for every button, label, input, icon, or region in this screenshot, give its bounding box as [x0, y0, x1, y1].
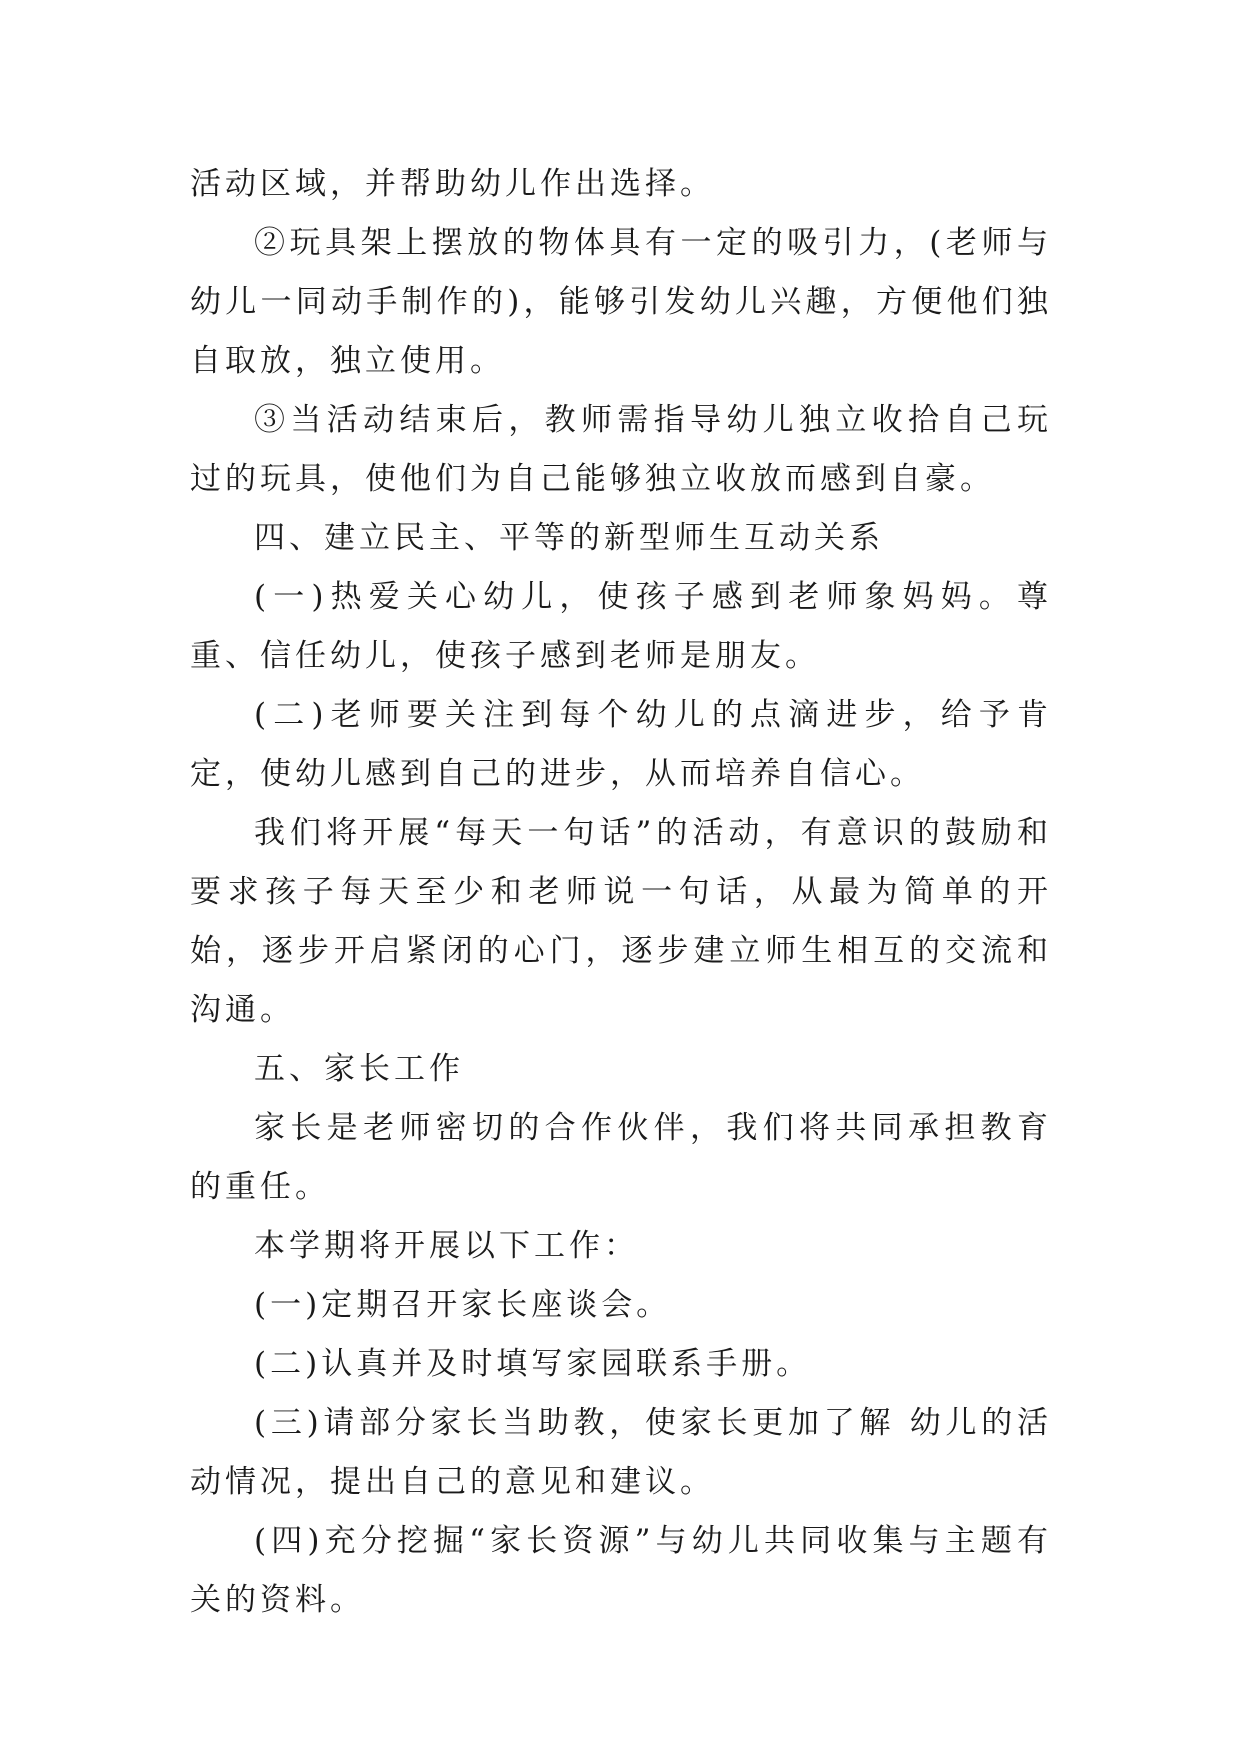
paragraph-semester-work: 本学期将开展以下工作： [254, 1228, 639, 1264]
paragraph-parents-partner: 家长是老师密切的合作伙伴，我们将共同承担教育的重任。 [190, 1110, 1052, 1205]
paragraph-work-4: (四)充分挖掘“家长资源”与幼儿共同收集与主题有关的资料。 [190, 1523, 1052, 1618]
paragraph-daily-sentence: 我们将开展“每天一句话”的活动，有意识的鼓励和要求孩子每天至少和老师说一句话，从最为简单的开始，逐步开启紧闭的心门，逐步建立师生相互的交流和沟通。 [190, 815, 1052, 1028]
paragraph-item-2: ②玩具架上摆放的物体具有一定的吸引力，(老师与幼儿一同动手制作的)，能够引发幼儿兴趣，方便他们独自取放，独立使用。 [190, 225, 1052, 379]
document-body [190, 155, 1052, 1630]
section-heading-4: 四、建立民主、平等的新型师生互动关系 [254, 520, 884, 556]
paragraph-sub-1: (一)热爱关心幼儿，使孩子感到老师象妈妈。尊重、信任幼儿，使孩子感到老师是朋友。 [190, 579, 1052, 674]
paragraph-work-3: (三)请部分家长当助教，使家长更加了解 幼儿的活动情况，提出自己的意见和建议。 [190, 1405, 1052, 1500]
paragraph-work-2: (二)认真并及时填写家园联系手册。 [254, 1346, 812, 1382]
paragraph-continuation: 活动区域，并帮助幼儿作出选择。 [190, 166, 715, 202]
paragraph-item-3: ③当活动结束后，教师需指导幼儿独立收拾自己玩过的玩具，使他们为自己能够独立收放而感到自豪。 [190, 402, 1052, 497]
paragraph-sub-2: (二)老师要关注到每个幼儿的点滴进步，给予肯定，使幼儿感到自己的进步，从而培养自信心。 [190, 697, 1052, 792]
paragraph-work-1: (一)定期召开家长座谈会。 [254, 1287, 672, 1323]
section-heading-5: 五、家长工作 [254, 1051, 464, 1087]
